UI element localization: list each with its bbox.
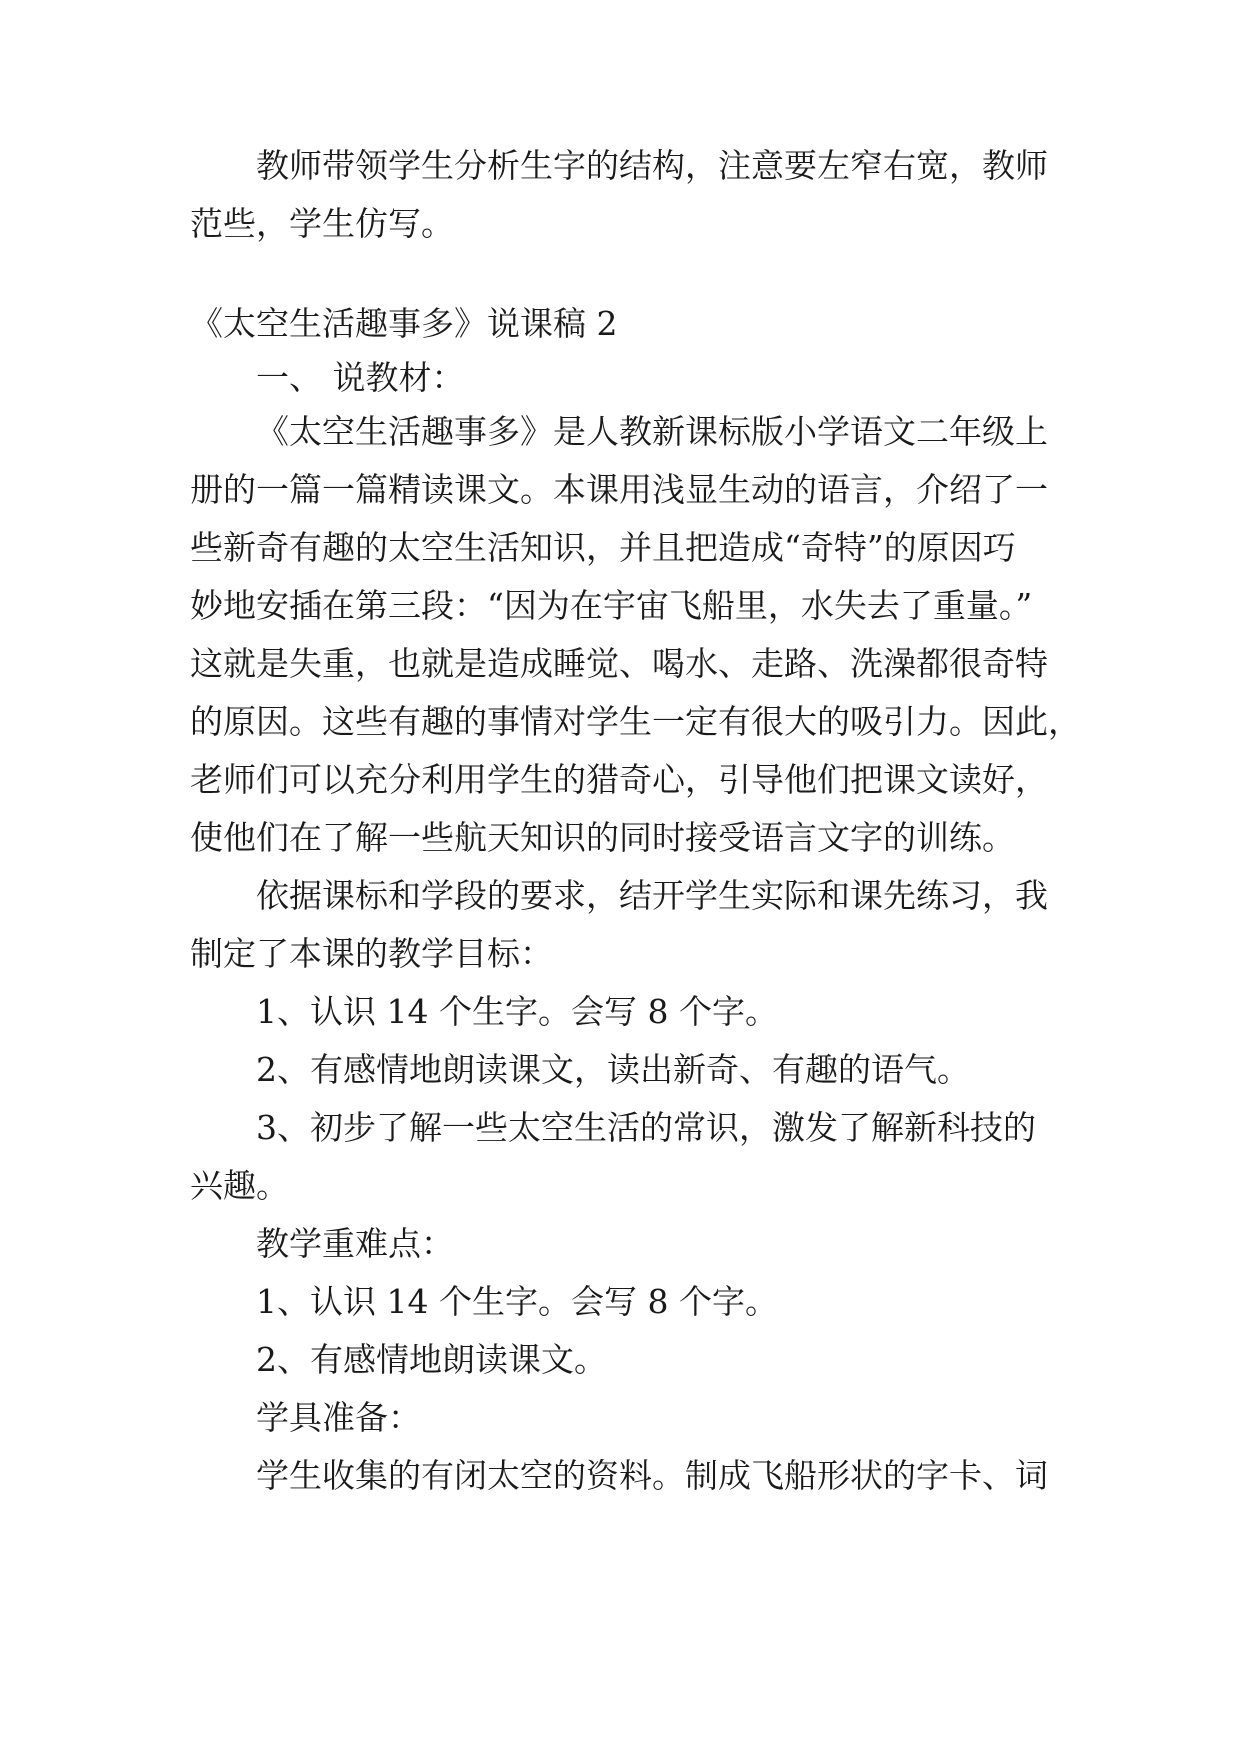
prep-heading: 学具准备： <box>256 1398 421 1437</box>
heading-teaching-material: 一、 说教材： <box>256 358 465 397</box>
paragraph-line: 册的一篇一篇精读课文。本课用浅显生动的语言，介绍了一 <box>190 470 1048 509</box>
goal-item-3 <box>190 1099 1060 1215</box>
key-point-item-1: 1、认识 14 个生字。会写 8 个字。 <box>256 1282 778 1321</box>
paragraph-line: 些新奇有趣的太空生活知识，并且把造成“奇特”的原因巧 <box>190 528 1016 567</box>
paragraph-line: 的原因。这些有趣的事情对学生一定有很大的吸引力。因此， <box>190 702 1081 741</box>
paragraph-line: 这就是失重，也就是造成睡觉、喝水、走路、洗澡都很奇特 <box>190 644 1048 683</box>
paragraph-line: 老师们可以充分利用学生的猎奇心，引导他们把课文读好， <box>190 760 1048 799</box>
goal-item-1: 1、认识 14 个生字。会写 8 个字。 <box>256 992 778 1031</box>
paragraph-line: 3、初步了解一些太空生活的常识，激发了解新科技的 <box>256 1108 1036 1147</box>
paragraph-line: 范些，学生仿写。 <box>190 204 454 243</box>
paragraph-material-description <box>190 403 1081 867</box>
paragraph-line: 教师带领学生分析生字的结构，注意要左窄右宽，教师 <box>256 146 1048 185</box>
paragraph-line: 制定了本课的教学目标： <box>190 934 553 973</box>
paragraph-line: 妙地安插在第三段：“因为在宇宙飞船里，水失去了重量。” <box>190 586 1033 625</box>
key-point-item-2: 2、有感情地朗读课文。 <box>256 1340 607 1379</box>
key-points-heading: 教学重难点： <box>256 1224 454 1263</box>
prep-text: 学生收集的有闭太空的资料。制成飞船形状的字卡、词 <box>256 1456 1048 1495</box>
paragraph-line: 兴趣。 <box>190 1166 289 1205</box>
paragraph-writing-guidance <box>190 137 1060 253</box>
paragraph-line: 依据课标和学段的要求，结开学生实际和课先练习，我 <box>256 876 1048 915</box>
paragraph-teaching-goals-intro <box>190 867 1060 983</box>
paragraph-line: 《太空生活趣事多》是人教新课标版小学语文二年级上 <box>256 412 1048 451</box>
goal-item-2: 2、有感情地朗读课文，读出新奇、有趣的语气。 <box>256 1050 970 1089</box>
paragraph-line: 使他们在了解一些航天知识的同时接受语言文字的训练。 <box>190 818 1015 857</box>
section-title: 《太空生活趣事多》说课稿 2 <box>190 304 618 343</box>
